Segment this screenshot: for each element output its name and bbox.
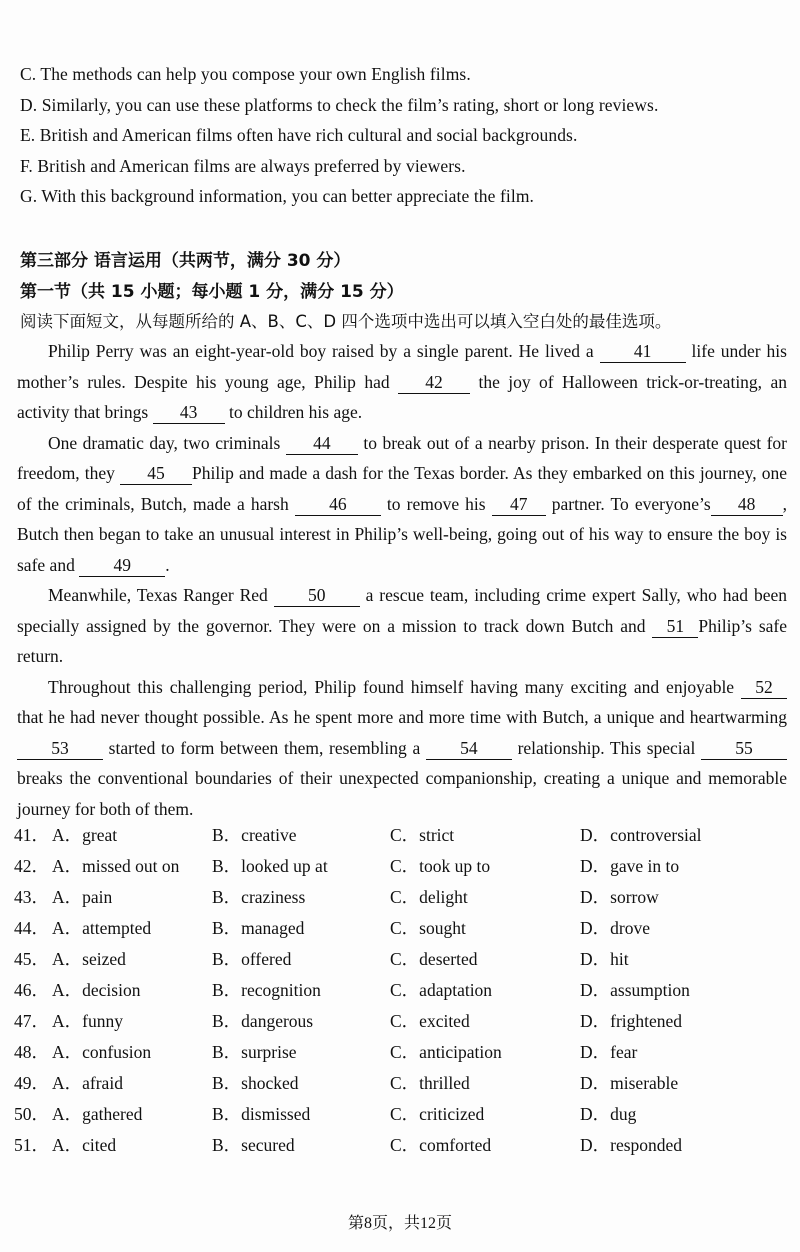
question-number: 46． [14,980,49,1000]
question-number: 51． [14,1135,49,1155]
choice-b: B．offered [212,949,292,969]
passage-text: to remove his [380,493,492,514]
choice-c: C．delight [390,887,468,907]
choice-c: C．anticipation [390,1042,502,1062]
choice-c: C．comforted [390,1135,492,1155]
choice-a: A．great [52,825,118,845]
choice-b: B．surprise [212,1042,297,1062]
blank-50: 50 [274,584,360,607]
choice-b: B．looked up at [212,856,328,876]
choice-a: A．missed out on [52,856,180,876]
choice-b: B．dangerous [212,1011,314,1031]
choice-a: A．confusion [52,1042,152,1062]
choice-c: C．sought [390,918,466,938]
blank-43: 43 [153,401,225,424]
blank-41: 41 [600,340,686,363]
option-f-line: F. British and American films are always preferred by viewers. [20,156,466,176]
passage-text: started to form between them, resembling a [103,737,426,758]
choice-d: D．hit [580,949,629,969]
page-footer: 第8页，共12页 [347,1215,452,1232]
subsection-heading: 第一节（共 15 小题；每小题 1 分，满分 15 分） [20,282,404,302]
question-number: 48． [14,1042,49,1062]
choice-c: C．took up to [390,856,491,876]
passage-text: Throughout this challenging period, Philip found himself having many exciting and enjoyable [48,676,741,697]
choice-b: B．managed [212,918,305,938]
passage-text: that he had never thought possible. As he spent more and more time with Butch, a unique and heartwarming [17,707,787,727]
choice-b: B．secured [212,1135,295,1155]
blank-49: 49 [79,554,165,577]
passage-text: to children his age. [224,402,363,422]
passage-text: to break out of a nearby prison. In their desperate quest for freedom, they [17,432,787,483]
blank-53: 53 [17,737,103,760]
choice-c: C．thrilled [390,1073,470,1093]
choice-b: B．shocked [212,1073,299,1093]
choice-c: C．adaptation [390,980,493,1000]
question-number: 45． [14,949,49,969]
choice-a: A．cited [52,1135,117,1155]
choice-b: B．creative [212,825,297,845]
section-heading: 第三部分 语言运用（共两节，满分 30 分） [20,251,351,271]
blank-48: 48 [711,493,783,516]
option-c-line: C. The methods can help you compose your own English films. [20,64,471,84]
blank-42: 42 [398,371,470,394]
paragraph-1 [17,336,787,428]
passage-text: Philip Perry was an eight-year-old boy raised by a single parent. He lived a [48,341,600,361]
passage-text: Philip’s safe return. [17,615,787,666]
passage-text: . [165,554,170,575]
choice-d: D．responded [580,1135,683,1155]
passage-text: One dramatic day, two criminals [48,432,286,453]
question-number: 41． [14,825,49,845]
passage-text: Philip and made a dash for the Texas border. As they embarked on this journey, one of the criminals, Butch, made a harsh [17,463,787,514]
choice-a: A．attempted [52,918,152,938]
passage-text: the joy of Halloween trick-or-treating, an activity that brings [17,371,787,422]
choice-d: D．fear [580,1042,638,1062]
question-number: 42． [14,856,49,876]
choice-c: C．strict [390,825,455,845]
choice-d: D．miserable [580,1073,679,1093]
question-number: 44． [14,918,49,938]
choice-b: B．recognition [212,980,321,1000]
blank-52: 52 [741,676,787,699]
choice-a: A．decision [52,980,141,1000]
blank-54: 54 [426,737,512,760]
choice-a: A．afraid [52,1073,123,1093]
choice-b: B．craziness [212,887,306,907]
choice-d: D．controversial [580,825,702,845]
paragraph-4 [17,672,787,825]
choice-a: A．funny [52,1011,123,1031]
question-number: 50． [14,1104,49,1124]
question-number: 43． [14,887,49,907]
blank-44: 44 [286,432,358,455]
paragraph-3 [17,580,787,672]
passage-text: , Butch then began to take an unusual interest in Philip’s well-being, going out of his way to ensure the boy is safe and [17,493,788,575]
blank-45: 45 [120,462,192,485]
passage-text: Meanwhile, Texas Ranger Red [48,585,274,605]
choice-d: D．sorrow [580,887,659,907]
choice-c: C．excited [390,1011,470,1031]
paragraph-2 [17,428,787,581]
blank-55: 55 [701,737,787,760]
passage-text: a rescue team, including crime expert Sally, who had been specially assigned by the governor. They were on a mission to track down Butch and [17,585,787,636]
choice-d: D．dug [580,1104,637,1124]
passage-text: breaks the conventional boundaries of their unexpected companionship, creating a unique and memorable journey for both of them. [17,768,787,819]
choice-c: C．deserted [390,949,478,969]
choice-d: D．assumption [580,980,690,1000]
option-g-line: G. With this background information, you can better appreciate the film. [20,186,535,206]
instruction: 阅读下面短文，从每题所给的 A、B、C、D 四个选项中选出可以填入空白处的最佳选项。 [20,312,672,331]
choice-d: D．gave in to [580,856,680,876]
passage-text: life under his mother’s rules. Despite his young age, Philip had [17,341,787,392]
blank-46: 46 [295,493,381,516]
question-number: 47． [14,1011,49,1031]
choice-d: D．drove [580,918,650,938]
cloze-passage [17,336,787,824]
choice-c: C．criticized [390,1104,485,1124]
blank-51: 51 [652,615,698,638]
passage-text: partner. To everyone’s [545,493,711,514]
choice-a: A．gathered [52,1104,143,1124]
choice-a: A．seized [52,949,126,969]
choice-a: A．pain [52,887,113,907]
option-e-line: E. British and American films often have rich cultural and social backgrounds. [20,125,578,145]
option-d-line: D. Similarly, you can use these platforms to check the film’s rating, short or long reviews. [20,95,659,115]
blank-47: 47 [492,493,546,516]
choice-b: B．dismissed [212,1104,311,1124]
question-number: 49． [14,1073,49,1093]
choice-d: D．frightened [580,1011,683,1031]
passage-text: relationship. This special [511,737,701,758]
